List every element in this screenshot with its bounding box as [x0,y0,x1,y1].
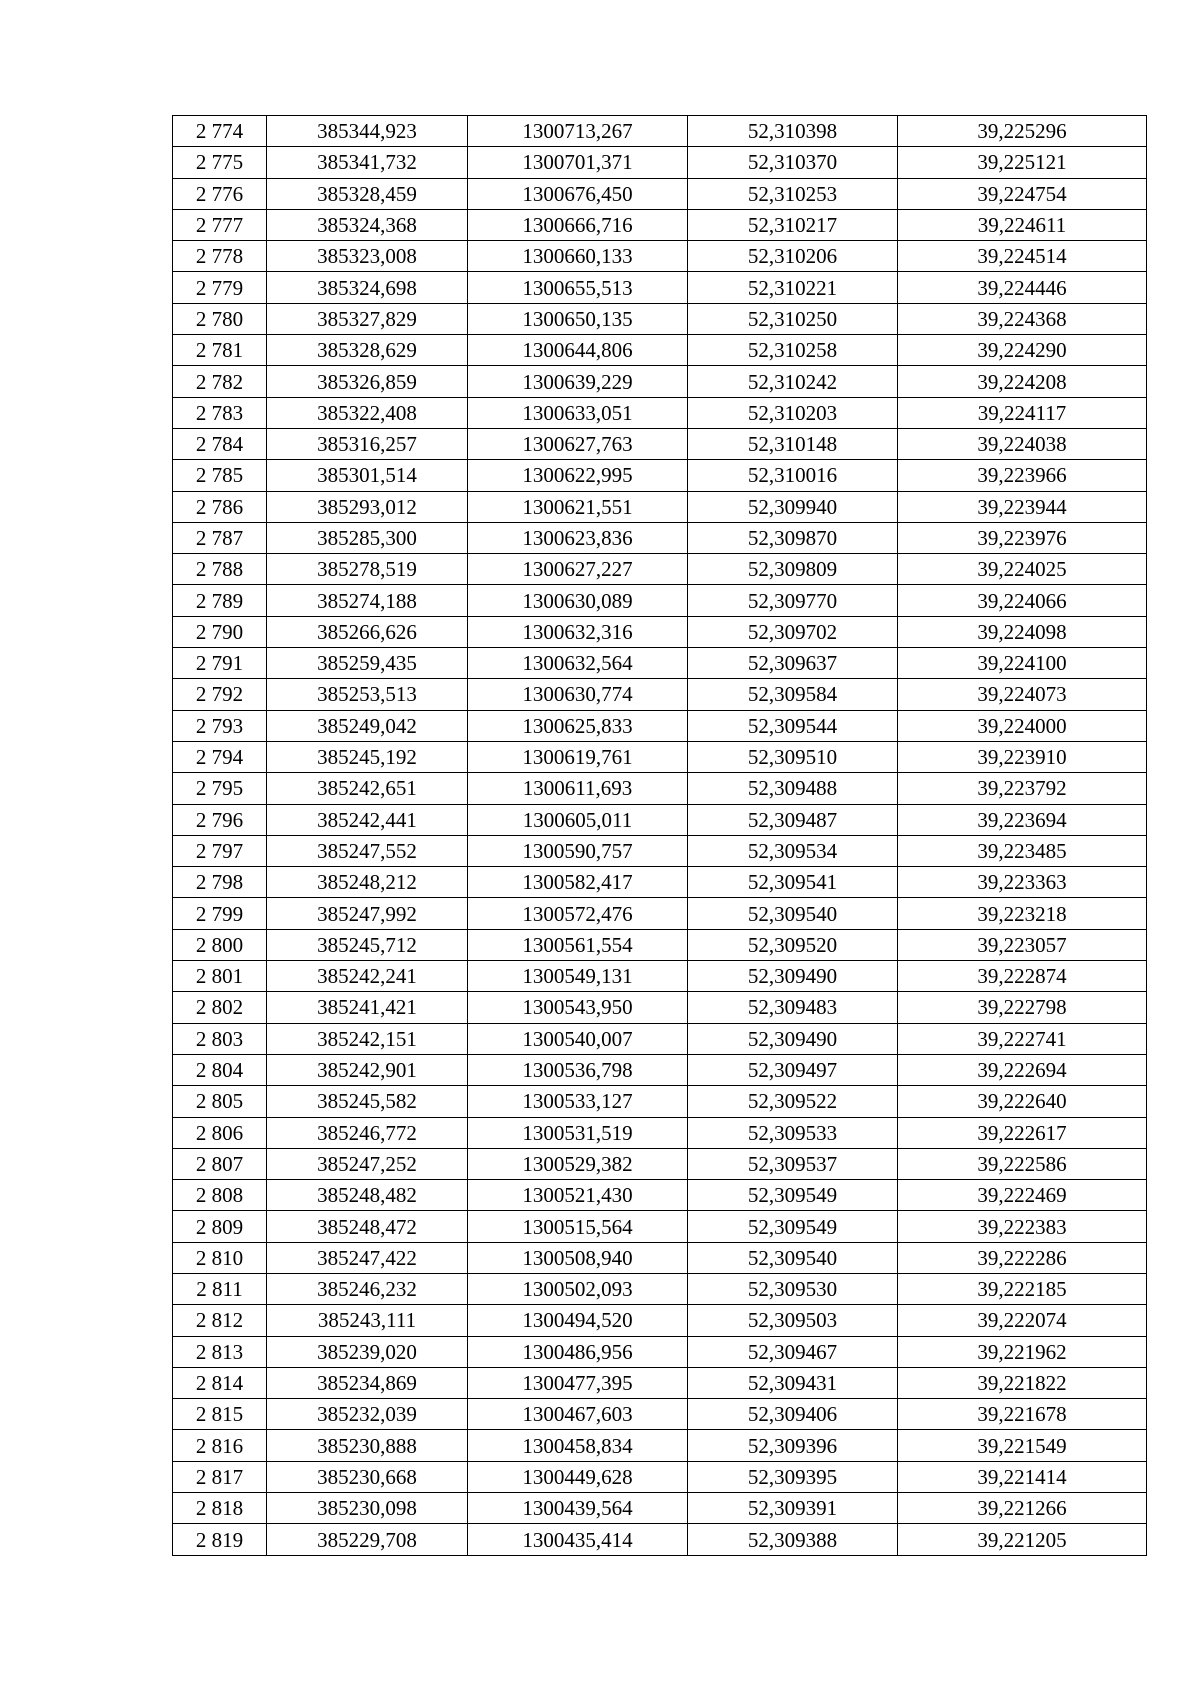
point-number-cell: 2 797 [173,835,267,866]
y-coordinate-cell: 1300660,133 [468,241,688,272]
longitude-cell: 39,223966 [898,460,1147,491]
table-row [173,209,1147,240]
latitude-cell: 52,310206 [688,241,898,272]
latitude-cell: 52,309870 [688,522,898,553]
point-number-cell: 2 776 [173,178,267,209]
table-row [173,1305,1147,1336]
longitude-cell: 39,222640 [898,1086,1147,1117]
longitude-cell: 39,224098 [898,616,1147,647]
latitude-cell: 52,310370 [688,147,898,178]
table-row [173,992,1147,1023]
x-coordinate-cell: 385234,869 [267,1367,468,1398]
longitude-cell: 39,224117 [898,397,1147,428]
longitude-cell: 39,222694 [898,1054,1147,1085]
x-coordinate-cell: 385230,888 [267,1430,468,1461]
y-coordinate-cell: 1300619,761 [468,741,688,772]
point-number-cell: 2 796 [173,804,267,835]
longitude-cell: 39,222798 [898,992,1147,1023]
point-number-cell: 2 786 [173,491,267,522]
latitude-cell: 52,309534 [688,835,898,866]
longitude-cell: 39,222874 [898,961,1147,992]
latitude-cell: 52,309406 [688,1399,898,1430]
x-coordinate-cell: 385245,582 [267,1086,468,1117]
x-coordinate-cell: 385242,901 [267,1054,468,1085]
y-coordinate-cell: 1300561,554 [468,929,688,960]
longitude-cell: 39,223792 [898,773,1147,804]
longitude-cell: 39,221822 [898,1367,1147,1398]
longitude-cell: 39,223694 [898,804,1147,835]
table-row [173,366,1147,397]
latitude-cell: 52,309637 [688,648,898,679]
point-number-cell: 2 793 [173,710,267,741]
point-number-cell: 2 775 [173,147,267,178]
x-coordinate-cell: 385247,252 [267,1148,468,1179]
y-coordinate-cell: 1300502,093 [468,1273,688,1304]
y-coordinate-cell: 1300622,995 [468,460,688,491]
longitude-cell: 39,223976 [898,522,1147,553]
table-row [173,898,1147,929]
y-coordinate-cell: 1300533,127 [468,1086,688,1117]
longitude-cell: 39,224208 [898,366,1147,397]
table-row [173,272,1147,303]
table-row [173,460,1147,491]
x-coordinate-cell: 385324,368 [267,209,468,240]
latitude-cell: 52,309396 [688,1430,898,1461]
latitude-cell: 52,310148 [688,428,898,459]
latitude-cell: 52,310203 [688,397,898,428]
longitude-cell: 39,221549 [898,1430,1147,1461]
table-row [173,397,1147,428]
y-coordinate-cell: 1300435,414 [468,1524,688,1555]
table-row [173,554,1147,585]
x-coordinate-cell: 385301,514 [267,460,468,491]
x-coordinate-cell: 385232,039 [267,1399,468,1430]
table-row [173,867,1147,898]
table-row [173,303,1147,334]
y-coordinate-cell: 1300458,834 [468,1430,688,1461]
x-coordinate-cell: 385259,435 [267,648,468,679]
table-row [173,1493,1147,1524]
point-number-cell: 2 777 [173,209,267,240]
y-coordinate-cell: 1300713,267 [468,116,688,147]
longitude-cell: 39,223485 [898,835,1147,866]
point-number-cell: 2 798 [173,867,267,898]
latitude-cell: 52,310242 [688,366,898,397]
x-coordinate-cell: 385243,111 [267,1305,468,1336]
y-coordinate-cell: 1300633,051 [468,397,688,428]
y-coordinate-cell: 1300650,135 [468,303,688,334]
longitude-cell: 39,223057 [898,929,1147,960]
point-number-cell: 2 790 [173,616,267,647]
y-coordinate-cell: 1300549,131 [468,961,688,992]
y-coordinate-cell: 1300477,395 [468,1367,688,1398]
latitude-cell: 52,309541 [688,867,898,898]
table-row [173,1117,1147,1148]
x-coordinate-cell: 385230,098 [267,1493,468,1524]
longitude-cell: 39,223218 [898,898,1147,929]
x-coordinate-cell: 385248,482 [267,1180,468,1211]
x-coordinate-cell: 385249,042 [267,710,468,741]
latitude-cell: 52,309522 [688,1086,898,1117]
table-row [173,335,1147,366]
point-number-cell: 2 799 [173,898,267,929]
longitude-cell: 39,225296 [898,116,1147,147]
table-row [173,1242,1147,1273]
y-coordinate-cell: 1300531,519 [468,1117,688,1148]
latitude-cell: 52,309549 [688,1180,898,1211]
table-row [173,616,1147,647]
x-coordinate-cell: 385323,008 [267,241,468,272]
y-coordinate-cell: 1300467,603 [468,1399,688,1430]
y-coordinate-cell: 1300543,950 [468,992,688,1023]
point-number-cell: 2 812 [173,1305,267,1336]
point-number-cell: 2 808 [173,1180,267,1211]
y-coordinate-cell: 1300632,316 [468,616,688,647]
y-coordinate-cell: 1300439,564 [468,1493,688,1524]
longitude-cell: 39,224000 [898,710,1147,741]
longitude-cell: 39,224025 [898,554,1147,585]
x-coordinate-cell: 385247,422 [267,1242,468,1273]
table-row [173,679,1147,710]
y-coordinate-cell: 1300486,956 [468,1336,688,1367]
longitude-cell: 39,224446 [898,272,1147,303]
point-number-cell: 2 784 [173,428,267,459]
point-number-cell: 2 814 [173,1367,267,1398]
x-coordinate-cell: 385278,519 [267,554,468,585]
latitude-cell: 52,309540 [688,1242,898,1273]
y-coordinate-cell: 1300521,430 [468,1180,688,1211]
table-row [173,178,1147,209]
longitude-cell: 39,224073 [898,679,1147,710]
point-number-cell: 2 811 [173,1273,267,1304]
point-number-cell: 2 795 [173,773,267,804]
x-coordinate-cell: 385242,241 [267,961,468,992]
latitude-cell: 52,310250 [688,303,898,334]
point-number-cell: 2 819 [173,1524,267,1555]
latitude-cell: 52,309487 [688,804,898,835]
x-coordinate-cell: 385246,232 [267,1273,468,1304]
latitude-cell: 52,309510 [688,741,898,772]
x-coordinate-cell: 385247,552 [267,835,468,866]
table-row [173,648,1147,679]
point-number-cell: 2 807 [173,1148,267,1179]
table-row [173,491,1147,522]
longitude-cell: 39,224038 [898,428,1147,459]
x-coordinate-cell: 385245,712 [267,929,468,960]
x-coordinate-cell: 385326,859 [267,366,468,397]
longitude-cell: 39,222286 [898,1242,1147,1273]
x-coordinate-cell: 385242,441 [267,804,468,835]
latitude-cell: 52,309533 [688,1117,898,1148]
x-coordinate-cell: 385341,732 [267,147,468,178]
point-number-cell: 2 791 [173,648,267,679]
longitude-cell: 39,225121 [898,147,1147,178]
point-number-cell: 2 809 [173,1211,267,1242]
point-number-cell: 2 802 [173,992,267,1023]
point-number-cell: 2 801 [173,961,267,992]
point-number-cell: 2 813 [173,1336,267,1367]
y-coordinate-cell: 1300630,089 [468,585,688,616]
y-coordinate-cell: 1300632,564 [468,648,688,679]
x-coordinate-cell: 385328,459 [267,178,468,209]
longitude-cell: 39,222741 [898,1023,1147,1054]
x-coordinate-cell: 385241,421 [267,992,468,1023]
longitude-cell: 39,224611 [898,209,1147,240]
table-row [173,1461,1147,1492]
table-row [173,1211,1147,1242]
y-coordinate-cell: 1300621,551 [468,491,688,522]
latitude-cell: 52,309540 [688,898,898,929]
table-row [173,1086,1147,1117]
point-number-cell: 2 794 [173,741,267,772]
x-coordinate-cell: 385245,192 [267,741,468,772]
latitude-cell: 52,309503 [688,1305,898,1336]
point-number-cell: 2 778 [173,241,267,272]
latitude-cell: 52,309488 [688,773,898,804]
x-coordinate-cell: 385229,708 [267,1524,468,1555]
latitude-cell: 52,309483 [688,992,898,1023]
x-coordinate-cell: 385246,772 [267,1117,468,1148]
x-coordinate-cell: 385285,300 [267,522,468,553]
y-coordinate-cell: 1300627,763 [468,428,688,459]
point-number-cell: 2 817 [173,1461,267,1492]
table-row [173,773,1147,804]
latitude-cell: 52,309520 [688,929,898,960]
longitude-cell: 39,222617 [898,1117,1147,1148]
longitude-cell: 39,222074 [898,1305,1147,1336]
longitude-cell: 39,224066 [898,585,1147,616]
point-number-cell: 2 774 [173,116,267,147]
y-coordinate-cell: 1300644,806 [468,335,688,366]
y-coordinate-cell: 1300627,227 [468,554,688,585]
point-number-cell: 2 785 [173,460,267,491]
latitude-cell: 52,310398 [688,116,898,147]
latitude-cell: 52,309490 [688,1023,898,1054]
table-row [173,1023,1147,1054]
point-number-cell: 2 803 [173,1023,267,1054]
x-coordinate-cell: 385242,651 [267,773,468,804]
latitude-cell: 52,309391 [688,1493,898,1524]
table-row [173,741,1147,772]
latitude-cell: 52,310016 [688,460,898,491]
latitude-cell: 52,309395 [688,1461,898,1492]
latitude-cell: 52,309544 [688,710,898,741]
y-coordinate-cell: 1300529,382 [468,1148,688,1179]
latitude-cell: 52,309497 [688,1054,898,1085]
y-coordinate-cell: 1300625,833 [468,710,688,741]
point-number-cell: 2 779 [173,272,267,303]
x-coordinate-cell: 385230,668 [267,1461,468,1492]
table-row [173,1180,1147,1211]
x-coordinate-cell: 385247,992 [267,898,468,929]
longitude-cell: 39,223910 [898,741,1147,772]
table-row [173,116,1147,147]
coordinates-table-body [173,116,1147,1556]
latitude-cell: 52,309809 [688,554,898,585]
table-row [173,1273,1147,1304]
longitude-cell: 39,222469 [898,1180,1147,1211]
point-number-cell: 2 804 [173,1054,267,1085]
longitude-cell: 39,221678 [898,1399,1147,1430]
y-coordinate-cell: 1300582,417 [468,867,688,898]
y-coordinate-cell: 1300605,011 [468,804,688,835]
y-coordinate-cell: 1300655,513 [468,272,688,303]
point-number-cell: 2 780 [173,303,267,334]
latitude-cell: 52,310258 [688,335,898,366]
table-row [173,929,1147,960]
y-coordinate-cell: 1300590,757 [468,835,688,866]
longitude-cell: 39,221266 [898,1493,1147,1524]
longitude-cell: 39,224290 [898,335,1147,366]
table-row [173,1524,1147,1555]
latitude-cell: 52,309467 [688,1336,898,1367]
latitude-cell: 52,310253 [688,178,898,209]
table-row [173,522,1147,553]
point-number-cell: 2 788 [173,554,267,585]
longitude-cell: 39,221414 [898,1461,1147,1492]
point-number-cell: 2 805 [173,1086,267,1117]
table-row [173,147,1147,178]
table-row [173,1430,1147,1461]
longitude-cell: 39,224368 [898,303,1147,334]
x-coordinate-cell: 385242,151 [267,1023,468,1054]
longitude-cell: 39,221962 [898,1336,1147,1367]
longitude-cell: 39,222185 [898,1273,1147,1304]
table-row [173,428,1147,459]
x-coordinate-cell: 385322,408 [267,397,468,428]
latitude-cell: 52,309584 [688,679,898,710]
y-coordinate-cell: 1300676,450 [468,178,688,209]
y-coordinate-cell: 1300623,836 [468,522,688,553]
latitude-cell: 52,309537 [688,1148,898,1179]
x-coordinate-cell: 385316,257 [267,428,468,459]
point-number-cell: 2 806 [173,1117,267,1148]
longitude-cell: 39,224754 [898,178,1147,209]
latitude-cell: 52,309549 [688,1211,898,1242]
table-row [173,1336,1147,1367]
point-number-cell: 2 810 [173,1242,267,1273]
x-coordinate-cell: 385324,698 [267,272,468,303]
x-coordinate-cell: 385293,012 [267,491,468,522]
x-coordinate-cell: 385328,629 [267,335,468,366]
table-row [173,1399,1147,1430]
latitude-cell: 52,309388 [688,1524,898,1555]
coordinates-table [172,115,1147,1556]
point-number-cell: 2 783 [173,397,267,428]
longitude-cell: 39,222383 [898,1211,1147,1242]
latitude-cell: 52,309490 [688,961,898,992]
x-coordinate-cell: 385248,212 [267,867,468,898]
x-coordinate-cell: 385253,513 [267,679,468,710]
x-coordinate-cell: 385274,188 [267,585,468,616]
latitude-cell: 52,309770 [688,585,898,616]
table-row [173,1148,1147,1179]
point-number-cell: 2 782 [173,366,267,397]
y-coordinate-cell: 1300515,564 [468,1211,688,1242]
latitude-cell: 52,309431 [688,1367,898,1398]
latitude-cell: 52,309530 [688,1273,898,1304]
point-number-cell: 2 818 [173,1493,267,1524]
x-coordinate-cell: 385327,829 [267,303,468,334]
y-coordinate-cell: 1300611,693 [468,773,688,804]
table-row [173,1367,1147,1398]
x-coordinate-cell: 385344,923 [267,116,468,147]
point-number-cell: 2 787 [173,522,267,553]
table-row [173,585,1147,616]
x-coordinate-cell: 385266,626 [267,616,468,647]
y-coordinate-cell: 1300540,007 [468,1023,688,1054]
y-coordinate-cell: 1300639,229 [468,366,688,397]
table-row [173,710,1147,741]
longitude-cell: 39,223944 [898,491,1147,522]
point-number-cell: 2 816 [173,1430,267,1461]
table-row [173,804,1147,835]
table-row [173,835,1147,866]
table-row [173,961,1147,992]
longitude-cell: 39,223363 [898,867,1147,898]
y-coordinate-cell: 1300536,798 [468,1054,688,1085]
x-coordinate-cell: 385239,020 [267,1336,468,1367]
y-coordinate-cell: 1300666,716 [468,209,688,240]
y-coordinate-cell: 1300701,371 [468,147,688,178]
table-row [173,241,1147,272]
y-coordinate-cell: 1300449,628 [468,1461,688,1492]
latitude-cell: 52,310217 [688,209,898,240]
longitude-cell: 39,224514 [898,241,1147,272]
y-coordinate-cell: 1300572,476 [468,898,688,929]
point-number-cell: 2 800 [173,929,267,960]
longitude-cell: 39,224100 [898,648,1147,679]
y-coordinate-cell: 1300508,940 [468,1242,688,1273]
longitude-cell: 39,222586 [898,1148,1147,1179]
table-row [173,1054,1147,1085]
y-coordinate-cell: 1300494,520 [468,1305,688,1336]
latitude-cell: 52,309940 [688,491,898,522]
point-number-cell: 2 781 [173,335,267,366]
longitude-cell: 39,221205 [898,1524,1147,1555]
latitude-cell: 52,309702 [688,616,898,647]
point-number-cell: 2 789 [173,585,267,616]
point-number-cell: 2 792 [173,679,267,710]
latitude-cell: 52,310221 [688,272,898,303]
x-coordinate-cell: 385248,472 [267,1211,468,1242]
point-number-cell: 2 815 [173,1399,267,1430]
y-coordinate-cell: 1300630,774 [468,679,688,710]
